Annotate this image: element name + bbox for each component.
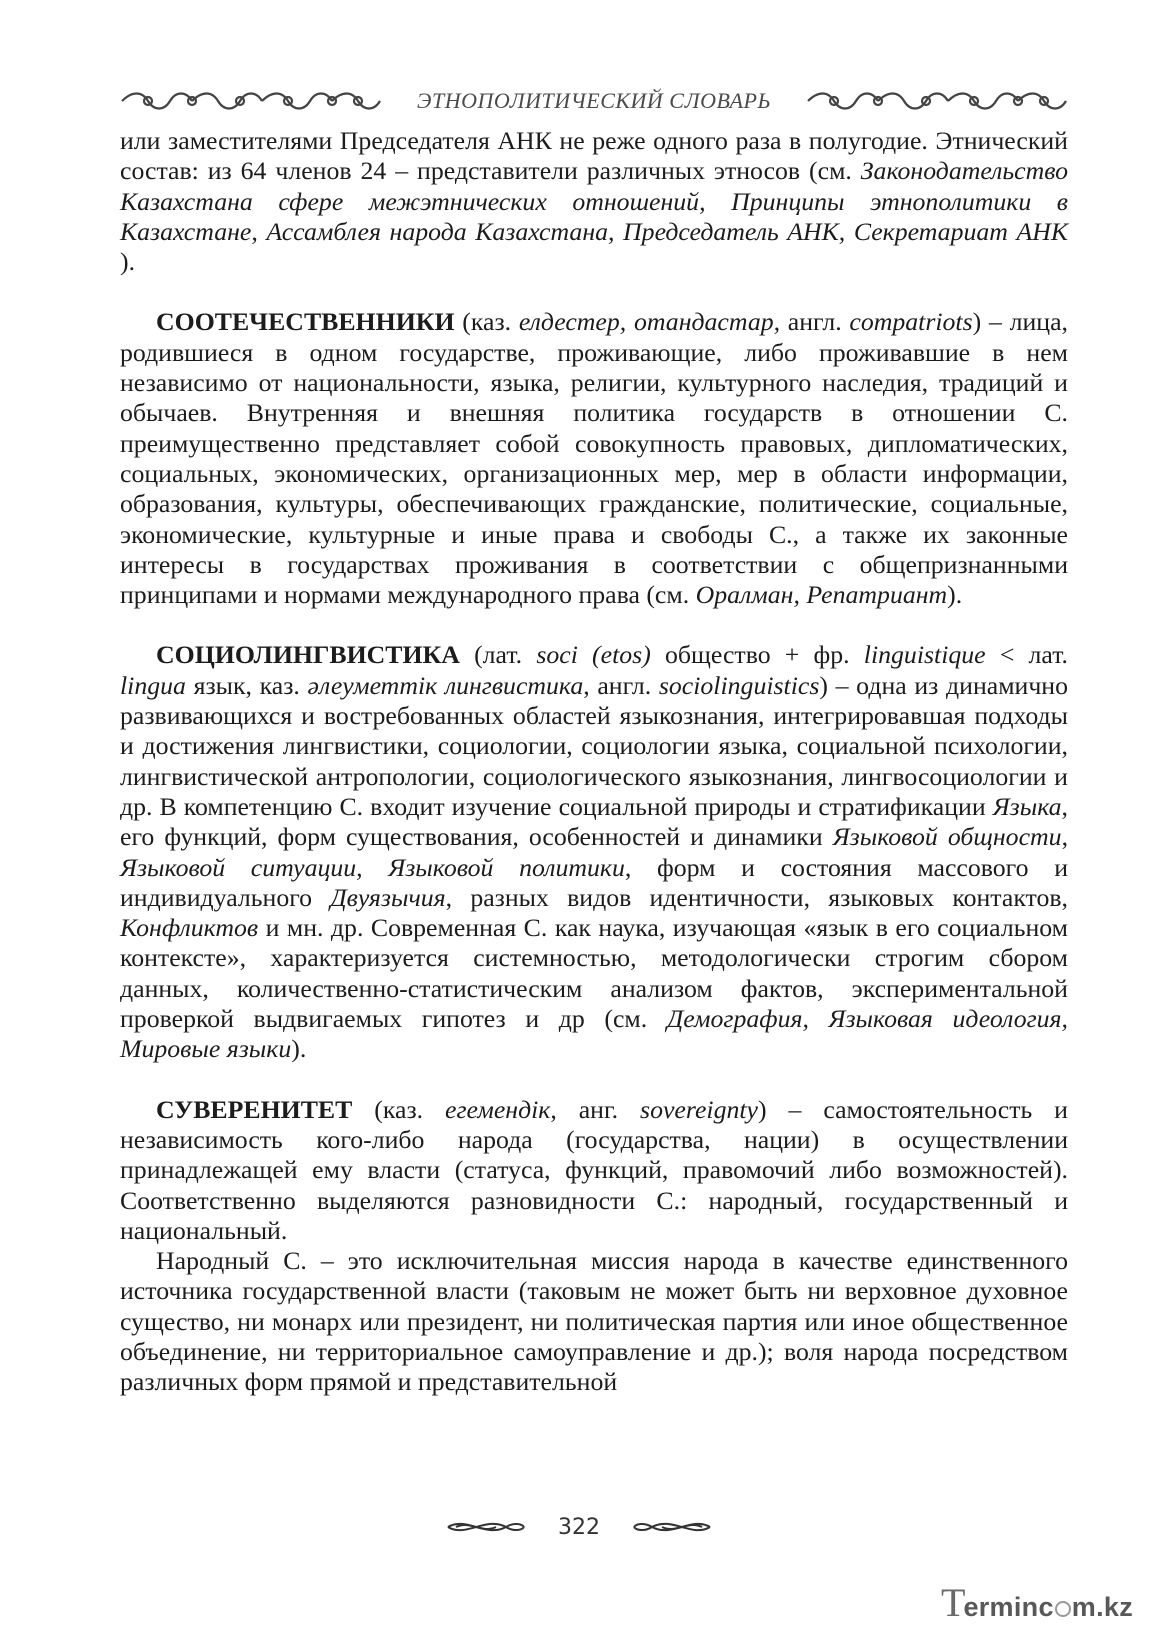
- text-run: ,: [1061, 822, 1069, 852]
- italic-text: Демография, Языковая идеология, Мировые языки: [120, 1004, 1068, 1064]
- italic-text: lingua: [120, 670, 186, 700]
- footer-ornament-left-icon: [446, 1514, 526, 1540]
- italic-text: Языковой общности: [832, 822, 1062, 852]
- entry-headword: СУВЕРЕНИТЕТ: [156, 1094, 353, 1124]
- italic-text: егемендік: [445, 1094, 551, 1124]
- text-run: ).: [291, 1034, 307, 1064]
- italic-text: Языковой ситуации, Языковой политики: [120, 852, 625, 882]
- paragraph: [120, 640, 1068, 1064]
- text-run: англ.: [780, 307, 850, 337]
- italic-text: Законодательство Казахстана сфере межэтнических отношений, Принципы этнополитики в Казахстане, Ассамблея народа Казахстана, Председатель АНК, Секретариат АНК: [120, 156, 1068, 246]
- text-run: , англ.: [583, 670, 659, 700]
- watermark-o-icon: [1055, 1601, 1071, 1617]
- text-run: ) – одна из динамично развивающихся и востребованных областей языкознания, интегрировавшая подходы и достижения лингвистики, социологии, социологии языка, социальной психологии, лингвистической антропологии, социологического языкознания, лингвосоциологии и др. В компетенцию С. входит изучение социальной природы и стратификации: [120, 670, 1069, 821]
- text-run: Народный С. – это исключительная миссия народа в качестве единственного источника государственной власти (таковым не может быть ни верховное духовное существо, ни монарх или президент, ни политическая партия или иное общественное объединение, ни территориальное самоуправление и др.); воля народа посредством различных форм прямой и представительной: [120, 1246, 1068, 1397]
- paragraph: [120, 1246, 1068, 1397]
- article-body: [120, 126, 1068, 1398]
- page-footer: [0, 1510, 1158, 1544]
- paragraph: [120, 1095, 1068, 1246]
- italic-text: soci (etos): [536, 640, 651, 670]
- paragraph: [120, 307, 1068, 610]
- italic-text: Языка: [992, 791, 1062, 821]
- text-run: , анг.: [550, 1094, 641, 1124]
- text-run: (каз.: [454, 307, 519, 337]
- watermark-text-end: m.kz: [1071, 1592, 1134, 1622]
- text-run: (каз.: [352, 1094, 446, 1124]
- entry-headword: СОЦИОЛИНГВИСТИКА: [156, 640, 460, 670]
- footer-ornament-right-icon: [632, 1514, 712, 1540]
- italic-text: Оралман, Репатриант: [695, 580, 948, 610]
- text-run: , его функций, форм существования, особенностей и динамики: [120, 791, 1068, 852]
- paragraph: [120, 126, 1068, 277]
- text-run: , разных видов идентичности, языковых контактов,: [445, 882, 1068, 912]
- text-run: общество + фр.: [650, 640, 864, 670]
- page-number: 322: [558, 1514, 600, 1540]
- header-title: ЭТНОПОЛИТИЧЕСКИЙ СЛОВАРЬ: [417, 88, 771, 113]
- running-header: [120, 86, 1068, 116]
- italic-text: compatriots: [849, 307, 973, 337]
- italic-text: елдестер, отандастар,: [518, 307, 781, 337]
- italic-text: sovereignty: [640, 1094, 758, 1124]
- italic-text: sociolinguistics: [658, 670, 820, 700]
- text-run: ).: [947, 580, 963, 610]
- watermark-t-mark: T: [941, 1580, 966, 1625]
- text-run: < лат.: [985, 640, 1068, 670]
- ornament-right-icon: [806, 90, 1068, 112]
- italic-text: Двуязычия: [330, 882, 446, 912]
- text-run: или заместителями Председателя АНК не реже одного раза в полугодие. Этнический состав: из 64 членов 24 – представители различных этносов (см.: [120, 126, 1068, 186]
- watermark-text: [963, 1591, 1133, 1623]
- text-run: язык, каз.: [185, 670, 308, 700]
- watermark: [941, 1580, 1134, 1625]
- italic-text: Конфликтов: [120, 913, 259, 943]
- italic-text: әлеуметтік лингвистика: [307, 670, 584, 700]
- watermark-text-start: erminc: [963, 1592, 1054, 1622]
- text-run: и мн. др. Современная С. как наука, изучающая «язык в его социальном контексте», характеризуется системностью, методологически строгим сбором данных, количественно-статистическим анализом фактов, экспериментальной проверкой выдвигаемых гипотез и др (см.: [120, 913, 1068, 1034]
- entry-headword: СООТЕЧЕСТВЕННИКИ: [156, 307, 455, 337]
- text-run: ) – лица, родившиеся в одном государстве, проживающие, либо проживавшие в нем независимо от национальности, языка, религии, культурного наследия, традиций и обычаев. Внутренняя и внешняя политика государств в отношении С. преимущественно представляет собой совокупность правовых, дипломатических, социальных, экономических, организационных мер, мер в области информации, образования, культуры, обеспечивающих гражданские, политические, социальные, экономические, культурные и иные права и свободы С., а также их законные интересы в государствах проживания в соответствии с общепризнанными принципами и нормами международного права (см.: [120, 307, 1068, 610]
- text-run: (лат.: [459, 640, 537, 670]
- text-run: ).: [120, 247, 136, 277]
- italic-text: linguistique: [863, 640, 986, 670]
- text-run: ) – самостоятельность и независимость кого-либо народа (государства, нации) в осуществлении принадлежащей ему власти (статуса, функций, правомочий либо возможностей). Соответственно выделяются разновидности С.: народный, государственный и национальный.: [120, 1094, 1068, 1245]
- ornament-left-icon: [120, 90, 382, 112]
- text-run: , форм и состояния массового и индивидуального: [120, 852, 1068, 912]
